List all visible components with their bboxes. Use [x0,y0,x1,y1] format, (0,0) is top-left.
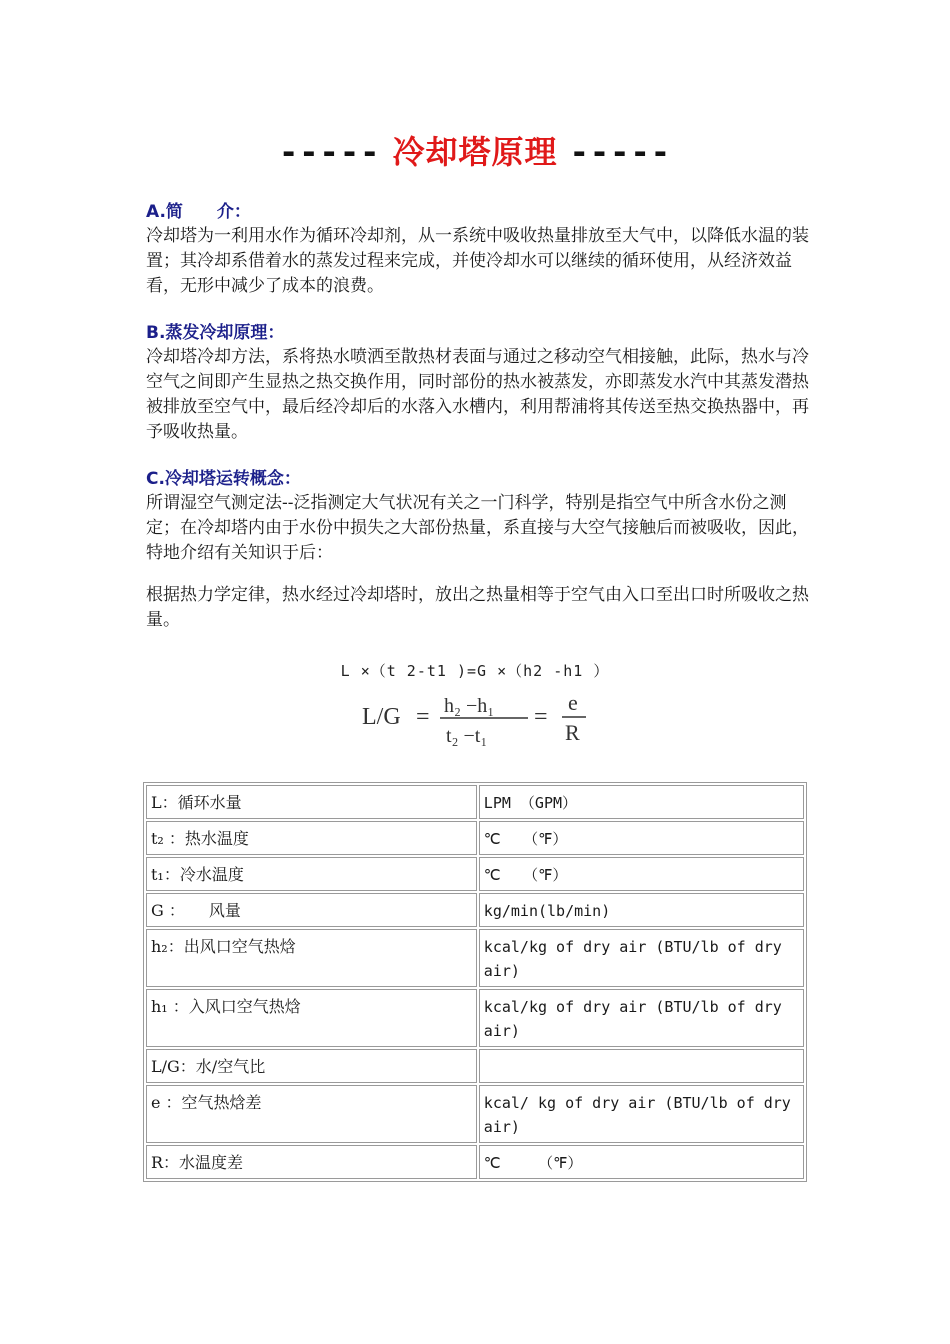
variable-table-body [146,785,804,1179]
section-operation-concept [146,467,810,633]
table-row [146,929,804,987]
table-row [146,785,804,819]
table-cell-symbol: t₁：冷水温度 [146,857,477,891]
section-paragraph: 冷却塔为一利用水作为循环冷却剂，从一系统中吸收热量排放至大气中，以降低水温的装置；其冷却系借着水的蒸发过程来完成，并使冷却水可以继续的循环使用，从经济效益看，无形中减少了成本的浪费。 [146,226,809,296]
table-cell-unit: LPM （GPM） [479,785,804,819]
table-cell-unit: kcal/ kg of dry air (BTU/lb of dry air) [479,1085,804,1143]
table-row [146,857,804,891]
ratio-equation [360,686,590,748]
table-cell-symbol: R：水温度差 [146,1145,477,1179]
section-introduction [146,200,810,299]
table-cell-unit: kcal/kg of dry air (BTU/lb of dry air) [479,929,804,987]
fraction-numerator-2: e [568,690,578,715]
table-cell-symbol: h₂：出风口空气热焓 [146,929,477,987]
table-cell-unit: kcal/kg of dry air (BTU/lb of dry air) [479,989,804,1047]
equation-equals-2: = [534,704,548,730]
table-cell-symbol: t₂ ：热水温度 [146,821,477,855]
section-paragraph: 冷却塔冷却方法，系将热水喷洒至散热材表面与通过之移动空气相接触，此际，热水与冷空气之间即产生显热之热交换作用，同时部份的热水被蒸发，亦即蒸发水汽中其蒸发潜热被排放至空气中，最后经冷却后的水落入水槽内，利用帮浦将其传送至热交换热器中，再予吸收热量。 [146,347,809,442]
section-heading: A.简 介： [146,202,251,222]
table-cell-symbol: L：循环水量 [146,785,477,819]
table-row [146,1085,804,1143]
variable-table [143,782,807,1182]
fraction-denominator: t₂ −t₁ [446,725,488,747]
ratio-equation-graphic [360,686,590,748]
table-cell-unit: ℃ （℉） [479,821,804,855]
fraction-denominator-2: R [565,720,580,745]
table-row [146,893,804,927]
table-row [146,989,804,1047]
fraction-numerator: h₂ −h₁ [444,695,495,717]
table-cell-unit: kg/min(lb/min) [479,893,804,927]
table-cell-unit: ℃ （℉） [479,857,804,891]
title-right-dashes: ----- [569,133,671,171]
table-cell-symbol: h₁ ：入风口空气热焓 [146,989,477,1047]
section-evaporative-cooling [146,321,810,445]
page-title [0,128,950,176]
section-heading: B.蒸发冷却原理： [146,323,285,343]
table-cell-symbol: G ： 风量 [146,893,477,927]
title-text: 冷却塔原理 [392,133,558,171]
heat-balance-equation: L ×（t 2-t1 )=G ×（h2 -h1 ） [340,662,610,680]
table-cell-symbol: L/G：水/空气比 [146,1049,477,1083]
equation-lhs: L/G [362,704,401,730]
section-heading: C.冷却塔运转概念： [146,469,301,489]
table-row [146,1049,804,1083]
equation-equals: = [416,704,430,730]
section-paragraph: 所谓湿空气测定法--泛指测定大气状况有关之一门科学，特别是指空气中所含水份之测定；在冷却塔内由于水份中损失之大部份热量，系直接与大空气接触后而被吸收，因此，特地介绍有关知识于后： [146,493,809,563]
table-cell-unit [479,1049,804,1083]
table-row [146,1145,804,1179]
section-paragraph: 根据热力学定律，热水经过冷却塔时，放出之热量相等于空气由入口至出口时所吸收之热量。 [146,585,809,630]
table-cell-symbol: e ：空气热焓差 [146,1085,477,1143]
table-row [146,821,804,855]
table-cell-unit: ℃ （℉） [479,1145,804,1179]
title-left-dashes: ----- [279,133,381,171]
